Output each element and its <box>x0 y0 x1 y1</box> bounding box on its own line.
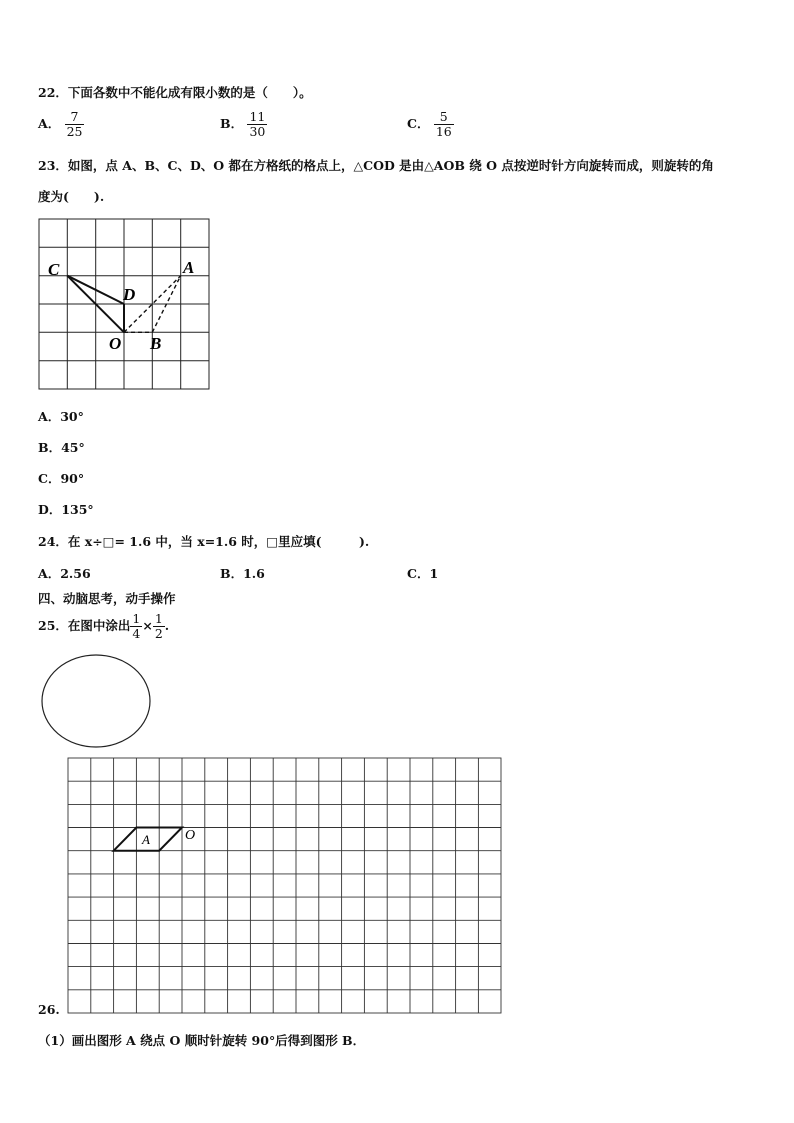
option-label: C． <box>407 115 430 131</box>
q24-text: 24．在 x÷□= 1.6 中，当 x=1.6 时，□里应填( ). <box>38 534 370 549</box>
fraction-1: $\frac{1}{4}$ <box>132 611 141 641</box>
fraction: $\frac{11}{30}$ <box>249 109 266 139</box>
q23-option-b[interactable]: B．45° <box>38 440 85 455</box>
fraction: $\frac{5}{16}$ <box>435 109 452 139</box>
shape-a-label: A <box>142 832 150 847</box>
q24-option-c[interactable]: C．1 <box>407 566 439 581</box>
q25-text <box>38 612 169 641</box>
q25-suffix: . <box>164 617 170 633</box>
q26-number: 26. <box>38 1002 60 1017</box>
q25-prefix: 25．在图中涂出 <box>38 617 131 633</box>
label-c: C <box>48 260 60 279</box>
section-title: 四、动脑思考，动手操作 <box>38 591 176 606</box>
label-d: D <box>123 285 136 304</box>
fraction-2: $\frac{1}{2}$ <box>154 611 163 641</box>
q22-text: 22．下面各数中不能化成有限小数的是（ ）。 <box>38 85 312 100</box>
fraction: $\frac{7}{25}$ <box>66 109 83 139</box>
q26-grid <box>68 758 501 1013</box>
q26-sub1: （1）画出图形 A 绕点 O 顺时针旋转 90°后得到图形 B． <box>38 1033 366 1048</box>
q23-text-line1: 23．如图，点 A、B、C、D、O 都在方格纸的格点上，△COD 是由△AOB 绕 O 点按逆时针方向旋转而成，则旋转的角 <box>38 158 714 173</box>
option-label: A． <box>38 115 61 131</box>
times-sign: × <box>142 617 153 633</box>
point-o-label: O <box>185 828 196 843</box>
label-o: O <box>109 334 122 353</box>
q23-option-a[interactable]: A．30° <box>38 409 84 424</box>
q25-ellipse <box>42 655 150 747</box>
q24-option-b[interactable]: B．1.6 <box>220 566 265 581</box>
q24-option-a[interactable]: A．2.56 <box>38 566 91 581</box>
q23-option-d[interactable]: D．135° <box>38 502 94 517</box>
label-a: A <box>183 258 195 277</box>
option-label: B． <box>220 115 244 131</box>
q23-option-c[interactable]: C．90° <box>38 471 85 486</box>
label-b: B <box>150 334 162 353</box>
q23-text-line2: 度为( ). <box>38 189 105 204</box>
